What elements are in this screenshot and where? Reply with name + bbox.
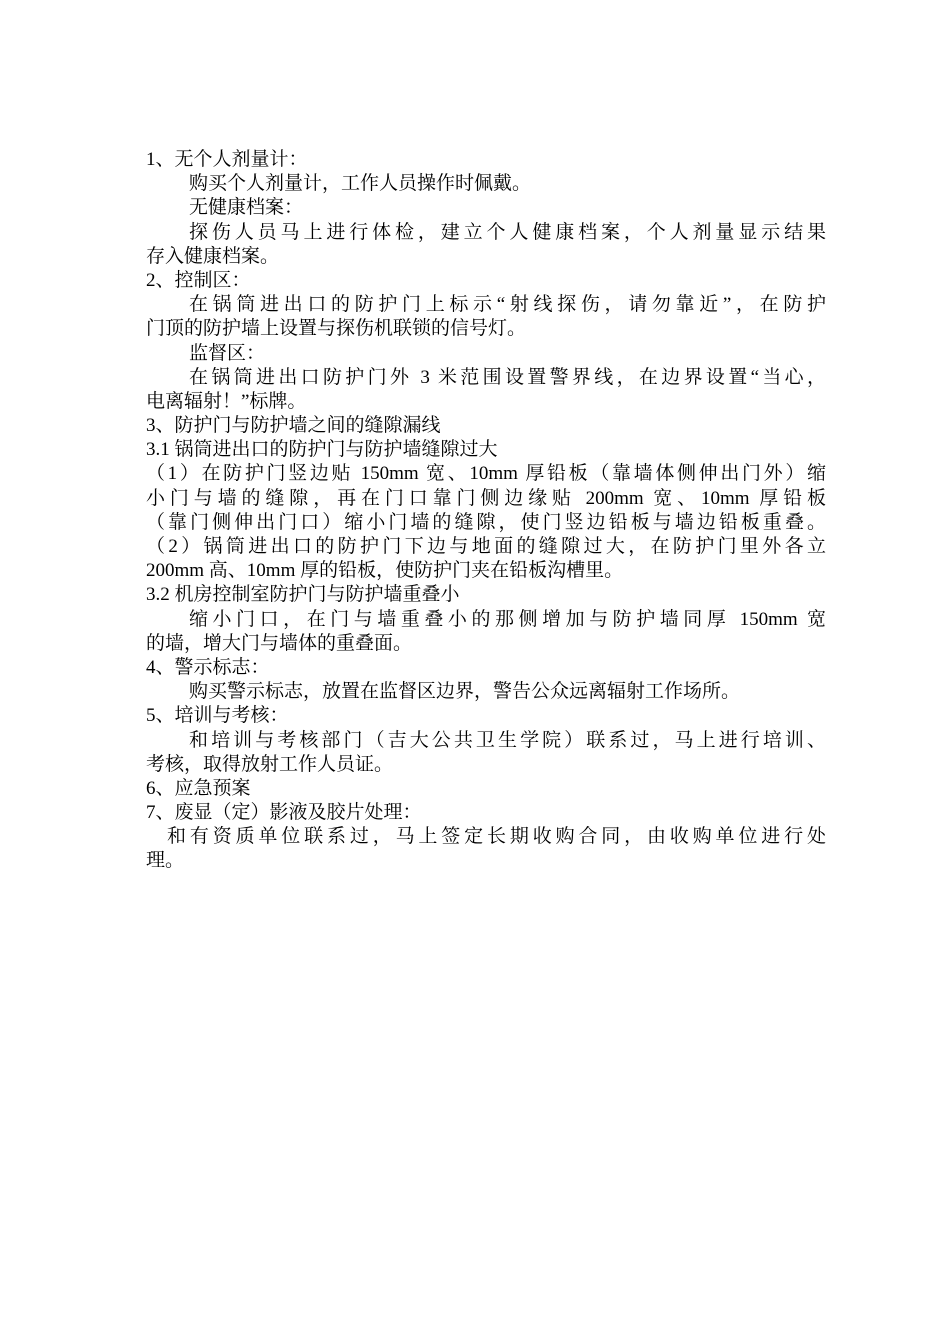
paragraph-line: （2）锅筒进出口的防护门下边与地面的缝隙过大，在防护门里外各立 [146,536,826,557]
document-body [146,148,826,874]
paragraph-line: 在锅筒进出口防护门外 3 米范围设置警界线，在边界设置“当心， [189,366,826,388]
section-heading-2: 2、控制区： [146,269,251,291]
subheading: 无健康档案： [189,197,304,219]
paragraph-line: 理。 [146,850,185,872]
paragraph-line: 小门与墙的缝隙，再在门口靠门侧边缘贴 200mm 宽、10mm 厚铅板 [146,487,826,509]
section-heading-5: 5、培训与考核： [146,705,289,727]
paragraph-line: 200mm 高、10mm 厚的铅板，使防护门夹在铅板沟槽里。 [146,560,624,582]
section-heading-6: 6、应急预案 [146,777,251,799]
paragraph-line: 探伤人员马上进行体检，建立个人健康档案，个人剂量显示结果 [189,221,826,243]
paragraph-line: 和培训与考核部门（吉大公共卫生学院）联系过，马上进行培训、 [189,729,826,751]
paragraph-line: （1）在防护门竖边贴 150mm 宽、10mm 厚铅板（靠墙体侧伸出门外）缩 [146,463,826,485]
paragraph-line: 存入健康档案。 [146,245,280,267]
paragraph-line: 和有资质单位联系过，马上签定长期收购合同，由收购单位进行处 [167,826,826,848]
section-heading-4: 4、警示标志： [146,656,270,678]
paragraph-line: 电离辐射！”标牌。 [146,390,307,412]
paragraph-line: 门顶的防护墙上设置与探伤机联锁的信号灯。 [146,318,527,340]
subheading: 监督区： [189,342,266,364]
paragraph-line: 在锅筒进出口的防护门上标示“射线探伤，请勿靠近”，在防护 [189,294,826,316]
section-heading-7: 7、废显（定）影液及胶片处理： [146,802,422,824]
paragraph-line: 考核，取得放射工作人员证。 [146,753,394,775]
paragraph-line: （靠门侧伸出门口）缩小门墙的缝隙，使门竖边铅板与墙边铅板重叠。 [146,511,826,533]
subsection-heading-3-1: 3.1 锅筒进出口的防护门与防护墙缝隙过大 [146,439,498,461]
paragraph-line: 购买警示标志，放置在监督区边界，警告公众远离辐射工作场所。 [189,681,741,703]
paragraph-line: 缩小门口，在门与墙重叠小的那侧增加与防护墙同厚 150mm 宽 [189,608,826,630]
section-heading-1: 1、无个人剂量计： [146,149,308,170]
subsection-heading-3-2: 3.2 机房控制室防护门与防护墙重叠小 [146,584,460,606]
paragraph-line: 的墙，增大门与墙体的重叠面。 [146,632,413,654]
section-heading-3: 3、防护门与防护墙之间的缝隙漏线 [146,415,441,437]
paragraph-line: 购买个人剂量计，工作人员操作时佩戴。 [189,173,532,195]
